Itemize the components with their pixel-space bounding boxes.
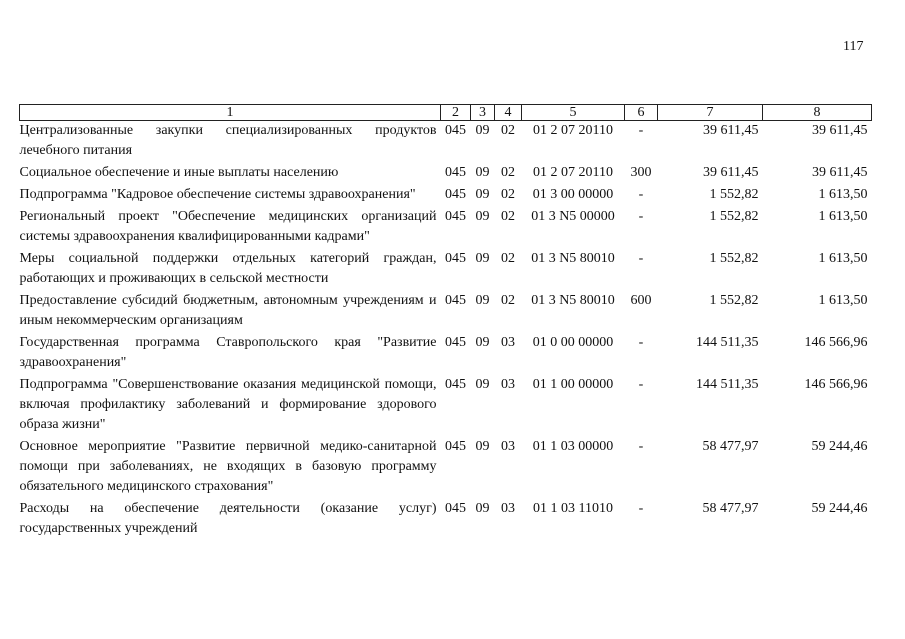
column-header: 3 [471,105,495,121]
row-year1: 144 511,35 [696,377,759,392]
column-header: 5 [522,105,625,121]
row-name: Региональный проект "Обеспечение медицинских организаций системы здравоохранения квалифицированными кадрами" [19,209,437,244]
row-vr: - [638,251,644,266]
row-subsection: 02 [501,187,515,202]
row-section: 09 [475,377,490,392]
row-subsection: 02 [501,293,515,308]
row-subsection: 03 [501,501,515,516]
row-ministry: 045 [445,377,466,392]
table-row [20,435,872,497]
row-year1: 1 552,82 [709,251,759,266]
row-name: Социальное обеспечение и иные выплаты населению [19,165,339,180]
row-year2: 59 244,46 [811,439,868,454]
row-name: Расходы на обеспечение деятельности (оказание услуг) государственных учреждений [19,501,437,536]
row-name: Основное мероприятие "Развитие первичной медико-санитарной помощи при заболеваниях, не входящих в базовую программу обязательного медицинского страхования" [19,439,437,494]
row-ministry: 045 [445,501,466,516]
row-ministry: 045 [445,439,466,454]
table-row [20,331,872,373]
column-header: 4 [495,105,522,121]
row-ministry: 045 [445,251,466,266]
row-vr: - [638,123,644,138]
column-header: 7 [658,105,763,121]
row-vr: - [638,335,644,350]
row-year2: 1 613,50 [818,251,868,266]
table-row [20,373,872,435]
row-section: 09 [475,187,490,202]
row-subsection: 02 [501,209,515,224]
row-target: 01 3 00 00000 [532,187,614,202]
row-section: 09 [475,439,490,454]
column-header: 8 [763,105,872,121]
row-year1: 39 611,45 [703,165,759,180]
row-section: 09 [475,501,490,516]
row-ministry: 045 [445,123,466,138]
row-year2: 39 611,45 [812,123,868,138]
row-section: 09 [475,165,490,180]
table-row [20,205,872,247]
row-section: 09 [475,293,490,308]
row-year1: 1 552,82 [709,209,759,224]
table-row [20,247,872,289]
row-year1: 39 611,45 [703,123,759,138]
row-section: 09 [475,209,490,224]
row-vr: - [638,377,644,392]
row-year2: 146 566,96 [804,335,868,350]
row-target: 01 2 07 20110 [533,165,613,180]
row-name: Подпрограмма "Совершенствование оказания медицинской помощи, включая профилактику заболеваний и формирование здорового образа жизни" [19,377,437,432]
row-year1: 58 477,97 [702,439,759,454]
column-header: 6 [625,105,658,121]
column-header: 1 [20,105,441,121]
row-target: 01 1 03 11010 [533,501,613,516]
table-row [20,289,872,331]
table-row [20,121,872,162]
row-year2: 59 244,46 [811,501,868,516]
row-vr: - [638,501,644,516]
row-section: 09 [475,251,490,266]
row-subsection: 03 [501,439,515,454]
table-row [20,497,872,539]
row-year1: 1 552,82 [709,293,759,308]
row-ministry: 045 [445,293,466,308]
row-section: 09 [475,335,490,350]
budget-table [19,104,872,539]
row-ministry: 045 [445,165,466,180]
table-header-row [20,105,872,121]
row-target: 01 1 00 00000 [532,377,614,392]
row-name: Подпрограмма "Кадровое обеспечение системы здравоохранения" [19,187,416,202]
row-year2: 39 611,45 [812,165,868,180]
row-ministry: 045 [445,187,466,202]
row-name: Меры социальной поддержки отдельных категорий граждан, работающих и проживающих в сельской местности [19,251,437,286]
row-year1: 58 477,97 [702,501,759,516]
row-name: Государственная программа Ставропольского края "Развитие здравоохранения" [19,335,437,370]
row-target: 01 3 N5 80010 [531,293,615,308]
row-year2: 146 566,96 [804,377,868,392]
row-ministry: 045 [445,209,466,224]
table-row [20,161,872,183]
row-target: 01 0 00 00000 [532,335,614,350]
row-year1: 144 511,35 [696,335,759,350]
row-vr: 300 [630,165,652,180]
row-target: 01 2 07 20110 [533,123,613,138]
row-subsection: 03 [501,377,515,392]
row-vr: 600 [630,293,652,308]
page-number: 117 [843,39,864,54]
column-header: 2 [441,105,471,121]
row-vr: - [638,187,644,202]
row-subsection: 02 [501,123,515,138]
row-year1: 1 552,82 [709,187,759,202]
row-year2: 1 613,50 [818,209,868,224]
row-year2: 1 613,50 [818,187,868,202]
row-year2: 1 613,50 [818,293,868,308]
row-ministry: 045 [445,335,466,350]
table-row [20,183,872,205]
row-name: Предоставление субсидий бюджетным, автономным учреждениям и иным некоммерческим организациям [19,293,437,328]
row-subsection: 02 [501,251,515,266]
row-target: 01 1 03 00000 [532,439,614,454]
row-vr: - [638,439,644,454]
row-target: 01 3 N5 00000 [531,209,615,224]
row-vr: - [638,209,644,224]
row-target: 01 3 N5 80010 [531,251,615,266]
row-name: Централизованные закупки специализированных продуктов лечебного питания [19,123,437,158]
row-subsection: 03 [501,335,515,350]
row-subsection: 02 [501,165,515,180]
row-section: 09 [475,123,490,138]
